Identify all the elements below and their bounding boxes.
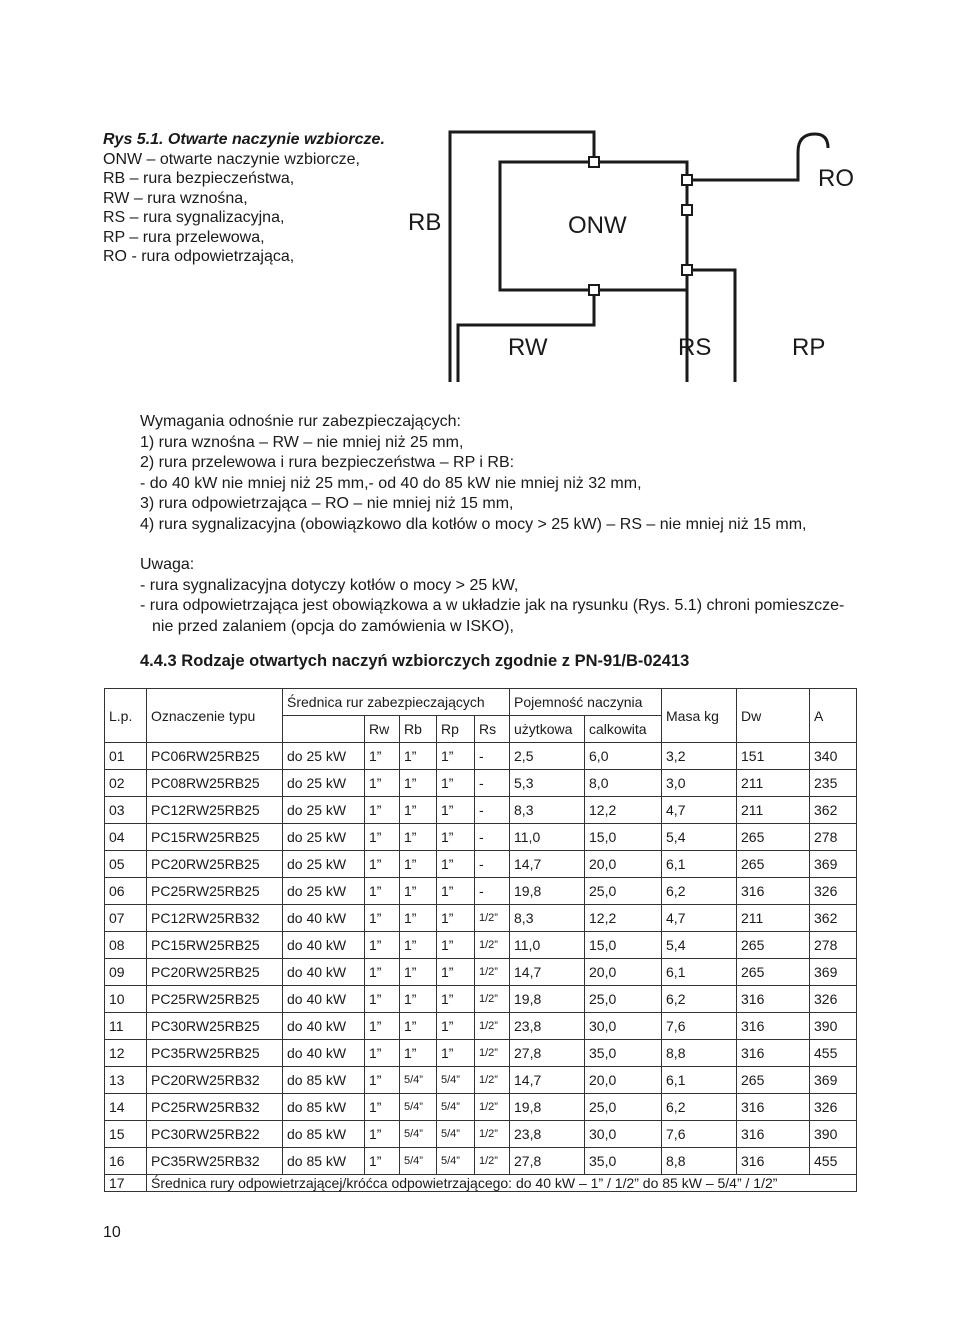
note-line: - rura sygnalizacyjna dotyczy kotłów o mocy > 25 kW,	[140, 576, 519, 594]
cell-rs: 1/2”	[475, 959, 510, 986]
header-lp: L.p.	[105, 689, 147, 743]
cell-type: PC20RW25RB25	[147, 851, 283, 878]
cell-total: 15,0	[585, 824, 662, 851]
cell-type: PC25RW25RB25	[147, 878, 283, 905]
cell-usable: 8,3	[510, 905, 585, 932]
cell-power: do 25 kW	[283, 797, 365, 824]
cell-usable: 11,0	[510, 932, 585, 959]
cell-total: 8,0	[585, 770, 662, 797]
cell-dw: 316	[737, 1148, 810, 1175]
cell-a: 369	[810, 1067, 857, 1094]
cell-rb: 1”	[400, 1040, 437, 1067]
table-row	[105, 1040, 857, 1067]
cell-rb: 1”	[400, 1013, 437, 1040]
cell-dw: 151	[737, 743, 810, 770]
cell-lp: 15	[105, 1121, 147, 1148]
label-rw: RW	[508, 334, 548, 361]
label-ro: RO	[818, 165, 854, 192]
cell-mass: 3,2	[662, 743, 737, 770]
table-row	[105, 1148, 857, 1175]
cell-a: 326	[810, 986, 857, 1013]
cell-rb: 1”	[400, 932, 437, 959]
cell-lp: 09	[105, 959, 147, 986]
cell-rw: 1”	[365, 986, 400, 1013]
cell-type: PC15RW25RB25	[147, 932, 283, 959]
cell-rp: 1”	[437, 878, 475, 905]
cell-type: PC30RW25RB25	[147, 1013, 283, 1040]
table-row	[105, 1013, 857, 1040]
cell-usable: 23,8	[510, 1013, 585, 1040]
cell-rb: 1”	[400, 959, 437, 986]
header-usable: użytkowa	[510, 716, 585, 743]
table-row	[105, 851, 857, 878]
fitting-rp	[682, 265, 692, 275]
cell-rb: 1”	[400, 878, 437, 905]
table-row	[105, 905, 857, 932]
cell-type: PC20RW25RB32	[147, 1067, 283, 1094]
cell-rb: 5/4”	[400, 1067, 437, 1094]
cell-usable: 5,3	[510, 770, 585, 797]
cell-rs: -	[475, 743, 510, 770]
cell-total: 20,0	[585, 851, 662, 878]
fitting-ro	[682, 175, 692, 185]
cell-type: PC08RW25RB25	[147, 770, 283, 797]
cell-total: 25,0	[585, 878, 662, 905]
cell-rb: 1”	[400, 797, 437, 824]
cell-mass: 6,2	[662, 1094, 737, 1121]
table-row	[105, 770, 857, 797]
cell-usable: 2,5	[510, 743, 585, 770]
label-rp: RP	[792, 334, 826, 361]
cell-dw: 211	[737, 770, 810, 797]
cell-rb: 1”	[400, 743, 437, 770]
cell-rw: 1”	[365, 1040, 400, 1067]
cell-rp: 1”	[437, 851, 475, 878]
cell-mass: 5,4	[662, 824, 737, 851]
cell-power: do 25 kW	[283, 878, 365, 905]
cell-rw: 1”	[365, 959, 400, 986]
cell-total: 20,0	[585, 959, 662, 986]
cell-dw: 265	[737, 959, 810, 986]
cell-lp: 01	[105, 743, 147, 770]
cell-rw: 1”	[365, 1148, 400, 1175]
cell-usable: 14,7	[510, 959, 585, 986]
requirement-line: 3) rura odpowietrzająca – RO – nie mniej niż 15 mm,	[140, 495, 514, 512]
requirement-line: 2) rura przelewowa i rura bezpieczeństwa – RP i RB:	[140, 454, 515, 471]
cell-mass: 6,1	[662, 851, 737, 878]
label-rs: RS	[678, 334, 712, 361]
cell-a: 278	[810, 932, 857, 959]
table-row	[105, 932, 857, 959]
cell-usable: 11,0	[510, 824, 585, 851]
cell-total: 35,0	[585, 1040, 662, 1067]
cell-power: do 25 kW	[283, 770, 365, 797]
cell-rp: 1”	[437, 824, 475, 851]
cell-mass: 7,6	[662, 1121, 737, 1148]
footer-lp: 17	[105, 1175, 147, 1192]
cell-rp: 1”	[437, 770, 475, 797]
cell-dw: 211	[737, 797, 810, 824]
cell-a: 369	[810, 851, 857, 878]
cell-type: PC12RW25RB25	[147, 797, 283, 824]
cell-rp: 1”	[437, 743, 475, 770]
table-row	[105, 1121, 857, 1148]
legend-line: RP – rura przelewowa,	[103, 228, 265, 246]
cell-power: do 40 kW	[283, 1013, 365, 1040]
cell-usable: 19,8	[510, 878, 585, 905]
cell-usable: 8,3	[510, 797, 585, 824]
cell-a: 390	[810, 1121, 857, 1148]
cell-a: 362	[810, 797, 857, 824]
cell-rb: 1”	[400, 905, 437, 932]
header-total: calkowita	[585, 716, 662, 743]
cell-lp: 11	[105, 1013, 147, 1040]
cell-total: 12,2	[585, 905, 662, 932]
note-block	[140, 555, 880, 637]
cell-rp: 1”	[437, 905, 475, 932]
cell-lp: 07	[105, 905, 147, 932]
legend-line: RB – rura bezpieczeństwa,	[103, 170, 295, 187]
cell-usable: 27,8	[510, 1040, 585, 1067]
cell-rw: 1”	[365, 797, 400, 824]
cell-total: 15,0	[585, 932, 662, 959]
cell-a: 390	[810, 1013, 857, 1040]
cell-dw: 316	[737, 878, 810, 905]
cell-power: do 85 kW	[283, 1148, 365, 1175]
cell-type: PC20RW25RB25	[147, 959, 283, 986]
cell-usable: 27,8	[510, 1148, 585, 1175]
table-row	[105, 959, 857, 986]
cell-a: 455	[810, 1040, 857, 1067]
cell-rs: 1/2”	[475, 1121, 510, 1148]
fitting-rs	[682, 205, 692, 215]
cell-lp: 10	[105, 986, 147, 1013]
cell-power: do 25 kW	[283, 743, 365, 770]
cell-type: PC25RW25RB32	[147, 1094, 283, 1121]
cell-rw: 1”	[365, 851, 400, 878]
figure-title: Rys 5.1. Otwarte naczynie wzbiorcze.	[103, 131, 385, 148]
pipe-ro	[687, 134, 828, 180]
cell-power: do 25 kW	[283, 851, 365, 878]
cell-type: PC25RW25RB25	[147, 986, 283, 1013]
cell-dw: 265	[737, 851, 810, 878]
note-line: nie przed zalaniem (opcja do zamówienia w ISKO),	[152, 617, 514, 635]
cell-dw: 265	[737, 932, 810, 959]
requirement-line: - do 40 kW nie mniej niż 25 mm,- od 40 do 85 kW nie mniej niż 32 mm,	[140, 474, 642, 492]
cell-rb: 1”	[400, 770, 437, 797]
cell-usable: 19,8	[510, 986, 585, 1013]
cell-rs: 1/2”	[475, 1040, 510, 1067]
header-rb: Rb	[400, 716, 437, 743]
cell-rs: 1/2”	[475, 905, 510, 932]
cell-type: PC12RW25RB32	[147, 905, 283, 932]
cell-rs: 1/2”	[475, 1067, 510, 1094]
figure-caption	[103, 130, 385, 267]
cell-type: PC15RW25RB25	[147, 824, 283, 851]
table-row	[105, 986, 857, 1013]
table-row	[105, 824, 857, 851]
cell-dw: 265	[737, 1067, 810, 1094]
cell-rs: -	[475, 797, 510, 824]
cell-mass: 7,6	[662, 1013, 737, 1040]
cell-usable: 23,8	[510, 1121, 585, 1148]
header-rw: Rw	[365, 716, 400, 743]
cell-lp: 14	[105, 1094, 147, 1121]
cell-rp: 1”	[437, 986, 475, 1013]
section-title: 4.4.3 Rodzaje otwartych naczyń wzbiorczych zgodnie z PN-91/B-02413	[140, 652, 690, 670]
cell-rp: 5/4”	[437, 1067, 475, 1094]
requirements-block	[140, 412, 880, 535]
cell-type: PC35RW25RB25	[147, 1040, 283, 1067]
cell-rw: 1”	[365, 1094, 400, 1121]
cell-a: 235	[810, 770, 857, 797]
cell-type: PC35RW25RB32	[147, 1148, 283, 1175]
table-row	[105, 1094, 857, 1121]
cell-mass: 6,1	[662, 1067, 737, 1094]
cell-total: 12,2	[585, 797, 662, 824]
cell-rp: 1”	[437, 932, 475, 959]
cell-rb: 1”	[400, 986, 437, 1013]
cell-usable: 14,7	[510, 851, 585, 878]
header-mass: Masa kg	[662, 689, 737, 743]
cell-mass: 6,1	[662, 959, 737, 986]
cell-lp: 12	[105, 1040, 147, 1067]
cell-mass: 8,8	[662, 1040, 737, 1067]
cell-a: 278	[810, 824, 857, 851]
cell-total: 35,0	[585, 1148, 662, 1175]
cell-rp: 1”	[437, 1040, 475, 1067]
cell-rb: 5/4”	[400, 1094, 437, 1121]
cell-usable: 14,7	[510, 1067, 585, 1094]
cell-lp: 06	[105, 878, 147, 905]
cell-lp: 02	[105, 770, 147, 797]
cell-rw: 1”	[365, 905, 400, 932]
cell-a: 362	[810, 905, 857, 932]
cell-rw: 1”	[365, 743, 400, 770]
cell-rw: 1”	[365, 878, 400, 905]
cell-power: do 85 kW	[283, 1121, 365, 1148]
header-a: A	[810, 689, 857, 743]
footer-text: Średnica rury odpowietrzającej/króćca odpowietrzającego: do 40 kW – 1” / 1/2” do 85 kW – 5/4” / 1/2”	[147, 1175, 857, 1192]
cell-lp: 03	[105, 797, 147, 824]
table-row	[105, 1067, 857, 1094]
footer-row	[105, 1175, 857, 1192]
cell-rp: 5/4”	[437, 1148, 475, 1175]
cell-lp: 05	[105, 851, 147, 878]
label-onw: ONW	[568, 212, 627, 239]
note-heading: Uwaga:	[140, 556, 195, 573]
cell-type: PC06RW25RB25	[147, 743, 283, 770]
header-rp: Rp	[437, 716, 475, 743]
cell-a: 369	[810, 959, 857, 986]
cell-power: do 25 kW	[283, 824, 365, 851]
cell-mass: 6,2	[662, 986, 737, 1013]
header-type: Oznaczenie typu	[147, 689, 283, 743]
cell-total: 30,0	[585, 1013, 662, 1040]
cell-mass: 3,0	[662, 770, 737, 797]
requirement-line: 4) rura sygnalizacyjna (obowiązkowo dla kotłów o mocy > 25 kW) – RS – nie mniej niż 15 mm,	[140, 515, 807, 533]
cell-rb: 5/4”	[400, 1148, 437, 1175]
cell-dw: 265	[737, 824, 810, 851]
legend-line: RS – rura sygnalizacyjna,	[103, 209, 285, 226]
table-row	[105, 797, 857, 824]
legend-line: RO - rura odpowietrzająca,	[103, 248, 295, 265]
requirement-line: 1) rura wznośna – RW – nie mniej niż 25 mm,	[140, 433, 464, 451]
cell-rs: 1/2”	[475, 932, 510, 959]
cell-mass: 6,2	[662, 878, 737, 905]
cell-rw: 1”	[365, 1067, 400, 1094]
requirements-heading: Wymagania odnośnie rur zabezpieczających:	[140, 413, 461, 430]
legend-line: RW – rura wznośna,	[103, 189, 248, 207]
table-body	[105, 743, 857, 1175]
fitting-rb	[589, 157, 599, 167]
cell-dw: 316	[737, 1013, 810, 1040]
label-rb: RB	[408, 209, 442, 236]
cell-rb: 1”	[400, 824, 437, 851]
cell-power: do 40 kW	[283, 905, 365, 932]
expansion-vessel-diagram	[390, 120, 854, 400]
legend-line: ONW – otwarte naczynie wzbiorcze,	[103, 150, 360, 168]
table-row	[105, 743, 857, 770]
header-capacity-group: Pojemność naczynia	[510, 689, 662, 716]
cell-rw: 1”	[365, 824, 400, 851]
cell-rb: 1”	[400, 851, 437, 878]
header-diameter-group: Średnica rur zabezpieczających	[283, 689, 510, 716]
note-line: - rura odpowietrzająca jest obowiązkowa a w układzie jak na rysunku (Rys. 5.1) chroni pomieszcze-	[140, 597, 845, 614]
cell-a: 455	[810, 1148, 857, 1175]
table-row	[105, 878, 857, 905]
cell-rs: -	[475, 824, 510, 851]
cell-rw: 1”	[365, 1013, 400, 1040]
pipe-rp	[687, 270, 735, 382]
cell-rp: 5/4”	[437, 1094, 475, 1121]
cell-total: 25,0	[585, 986, 662, 1013]
cell-lp: 16	[105, 1148, 147, 1175]
cell-mass: 8,8	[662, 1148, 737, 1175]
cell-rw: 1”	[365, 770, 400, 797]
cell-rb: 5/4”	[400, 1121, 437, 1148]
cell-lp: 08	[105, 932, 147, 959]
header-rs: Rs	[475, 716, 510, 743]
header-power	[283, 716, 365, 743]
cell-total: 20,0	[585, 1067, 662, 1094]
cell-dw: 316	[737, 986, 810, 1013]
cell-a: 326	[810, 878, 857, 905]
cell-rp: 1”	[437, 959, 475, 986]
cell-dw: 316	[737, 1040, 810, 1067]
cell-dw: 316	[737, 1094, 810, 1121]
cell-total: 30,0	[585, 1121, 662, 1148]
cell-power: do 40 kW	[283, 1040, 365, 1067]
cell-power: do 85 kW	[283, 1094, 365, 1121]
cell-dw: 211	[737, 905, 810, 932]
cell-mass: 5,4	[662, 932, 737, 959]
cell-total: 25,0	[585, 1094, 662, 1121]
cell-usable: 19,8	[510, 1094, 585, 1121]
header-dw: Dw	[737, 689, 810, 743]
cell-rs: 1/2”	[475, 1013, 510, 1040]
cell-rs: -	[475, 770, 510, 797]
cell-type: PC30RW25RB22	[147, 1121, 283, 1148]
cell-rs: 1/2”	[475, 1148, 510, 1175]
cell-rs: 1/2”	[475, 986, 510, 1013]
cell-lp: 04	[105, 824, 147, 851]
cell-rp: 1”	[437, 797, 475, 824]
fitting-rw	[589, 285, 599, 295]
cell-rp: 1”	[437, 1013, 475, 1040]
cell-rp: 5/4”	[437, 1121, 475, 1148]
cell-power: do 85 kW	[283, 1067, 365, 1094]
cell-rs: -	[475, 851, 510, 878]
cell-rs: 1/2”	[475, 1094, 510, 1121]
vessel-spec-table	[104, 688, 857, 1192]
cell-rs: -	[475, 878, 510, 905]
cell-dw: 316	[737, 1121, 810, 1148]
cell-lp: 13	[105, 1067, 147, 1094]
cell-total: 6,0	[585, 743, 662, 770]
cell-mass: 4,7	[662, 797, 737, 824]
page-number: 10	[103, 1224, 121, 1241]
cell-power: do 40 kW	[283, 959, 365, 986]
cell-rw: 1”	[365, 1121, 400, 1148]
cell-power: do 40 kW	[283, 932, 365, 959]
cell-a: 326	[810, 1094, 857, 1121]
cell-power: do 40 kW	[283, 986, 365, 1013]
cell-mass: 4,7	[662, 905, 737, 932]
cell-a: 340	[810, 743, 857, 770]
cell-rw: 1”	[365, 932, 400, 959]
